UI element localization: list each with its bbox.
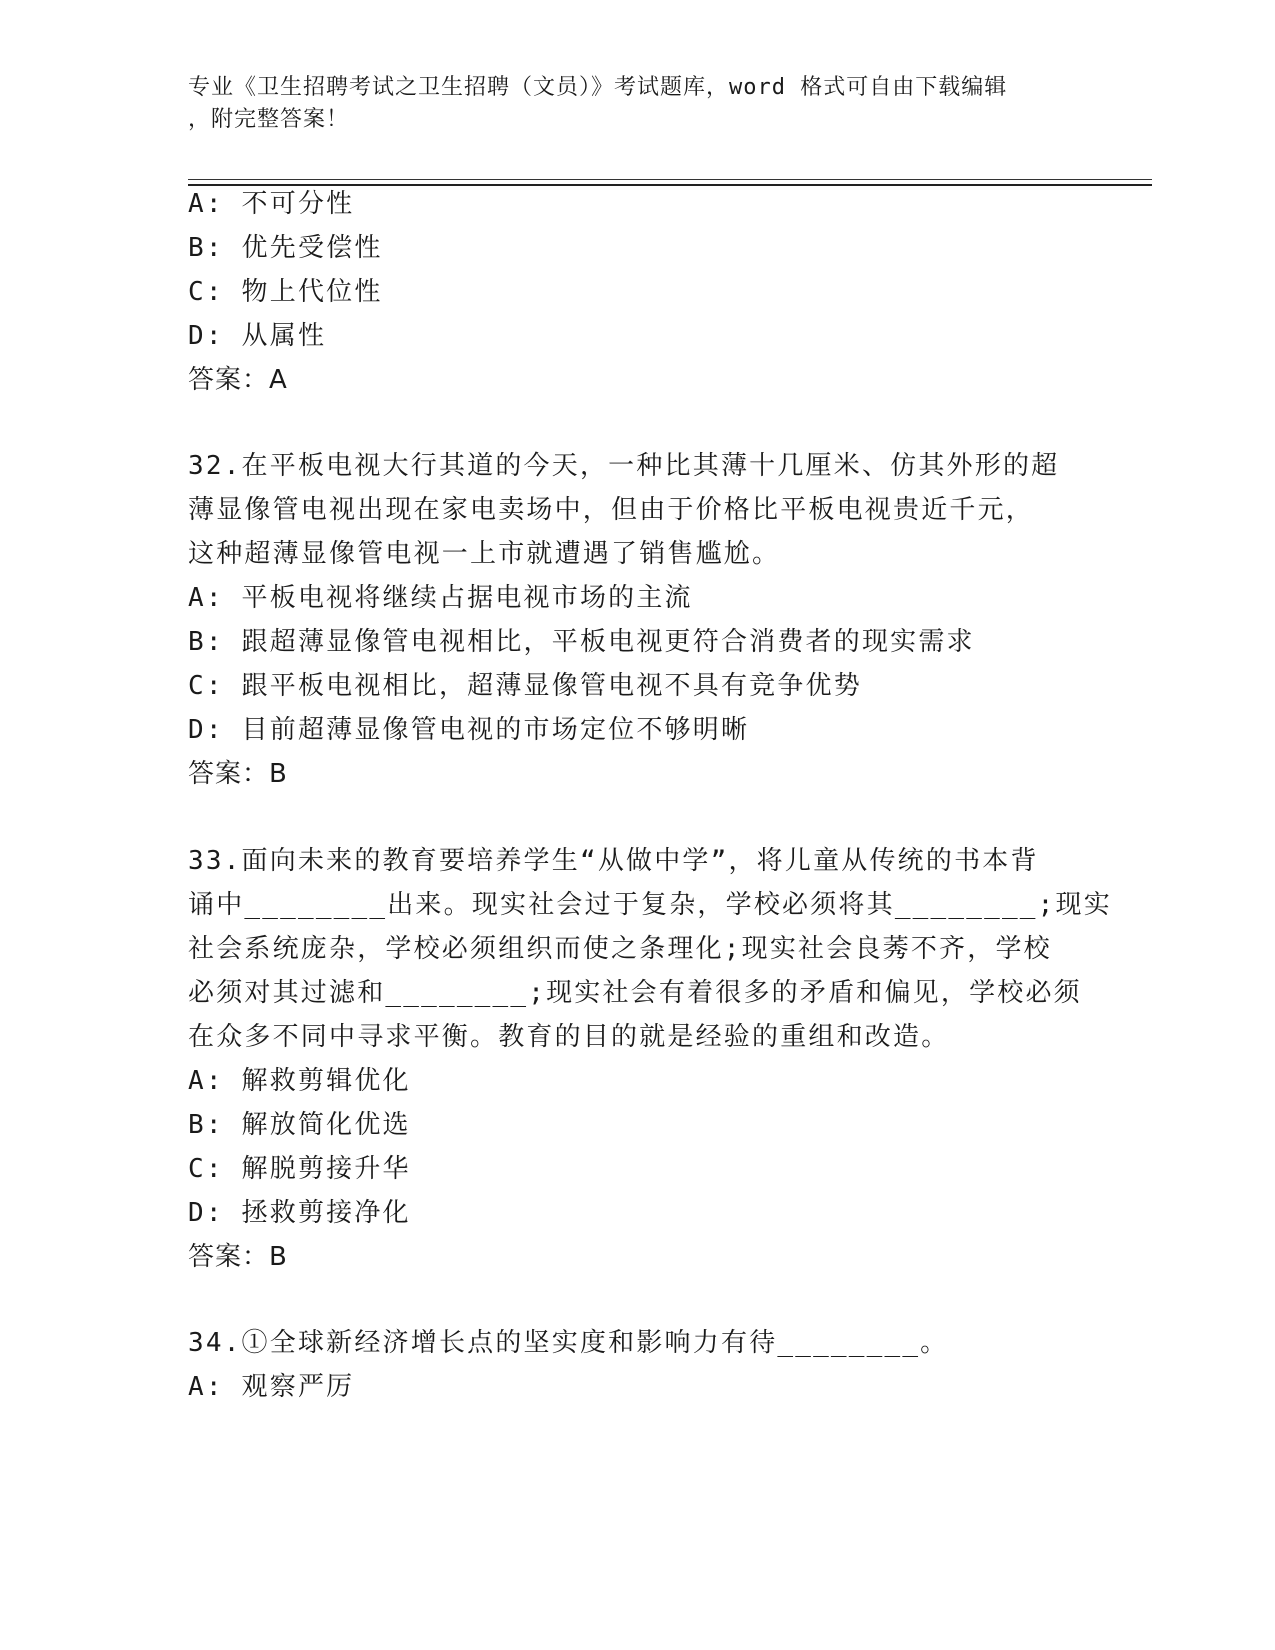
q32-stem-line-1: 32.在平板电视大行其道的今天，一种比其薄十几厘米、仿其外形的超: [188, 451, 1060, 481]
q32-option-d: D: 目前超薄显像管电视的市场定位不够明晰: [188, 715, 750, 745]
q33-stem-line-3: 社会系统庞杂，学校必须组织而使之条理化;现实社会良莠不齐，学校: [188, 934, 1052, 964]
q31-option-c: C: 物上代位性: [188, 277, 383, 307]
q32-stem-line-2: 薄显像管电视出现在家电卖场中，但由于价格比平板电视贵近千元，: [188, 495, 1035, 525]
header-line-1: 专业《卫生招聘考试之卫生招聘（文员）》考试题库，word 格式可自由下载编辑: [188, 75, 1008, 100]
q32-option-a: A: 平板电视将继续占据电视市场的主流: [188, 583, 693, 613]
q32-stem-line-3: 这种超薄显像管电视一上市就遭遇了销售尴尬。: [188, 539, 781, 569]
q34-option-a: A: 观察严厉: [188, 1372, 355, 1402]
q31-option-a: A: 不可分性: [188, 189, 355, 219]
q31-option-b: B: 优先受偿性: [188, 233, 383, 263]
q34-stem-line-1: 34.①全球新经济增长点的坚实度和影响力有待________。: [188, 1328, 949, 1358]
header-divider-thin: [188, 179, 1152, 180]
q33-stem-line-1: 33.面向未来的教育要培养学生“从做中学”，将儿童从传统的书本背: [188, 846, 1039, 876]
q31-answer: 答案：A: [188, 365, 288, 395]
q33-stem-line-4: 必须对其过滤和________;现实社会有着很多的矛盾和偏见，学校必须: [188, 978, 1082, 1008]
q32-option-c: C: 跟平板电视相比，超薄显像管电视不具有竞争优势: [188, 671, 862, 701]
q33-option-c: C: 解脱剪接升华: [188, 1154, 411, 1184]
q33-stem-line-2: 诵中________出来。现实社会过于复杂，学校必须将其________;现实: [188, 890, 1112, 920]
q33-stem-line-5: 在众多不同中寻求平衡。教育的目的就是经验的重组和改造。: [188, 1022, 950, 1052]
q32-answer: 答案：B: [188, 759, 288, 789]
q33-option-d: D: 拯救剪接净化: [188, 1198, 411, 1228]
q33-option-b: B: 解放简化优选: [188, 1110, 411, 1140]
q33-option-a: A: 解救剪辑优化: [188, 1066, 411, 1096]
q33-answer: 答案：B: [188, 1242, 288, 1272]
q32-option-b: B: 跟超薄显像管电视相比，平板电视更符合消费者的现实需求: [188, 627, 975, 657]
q31-option-d: D: 从属性: [188, 321, 327, 351]
document-header: [188, 72, 1068, 136]
header-line-2: ，附完整答案！: [188, 107, 350, 132]
